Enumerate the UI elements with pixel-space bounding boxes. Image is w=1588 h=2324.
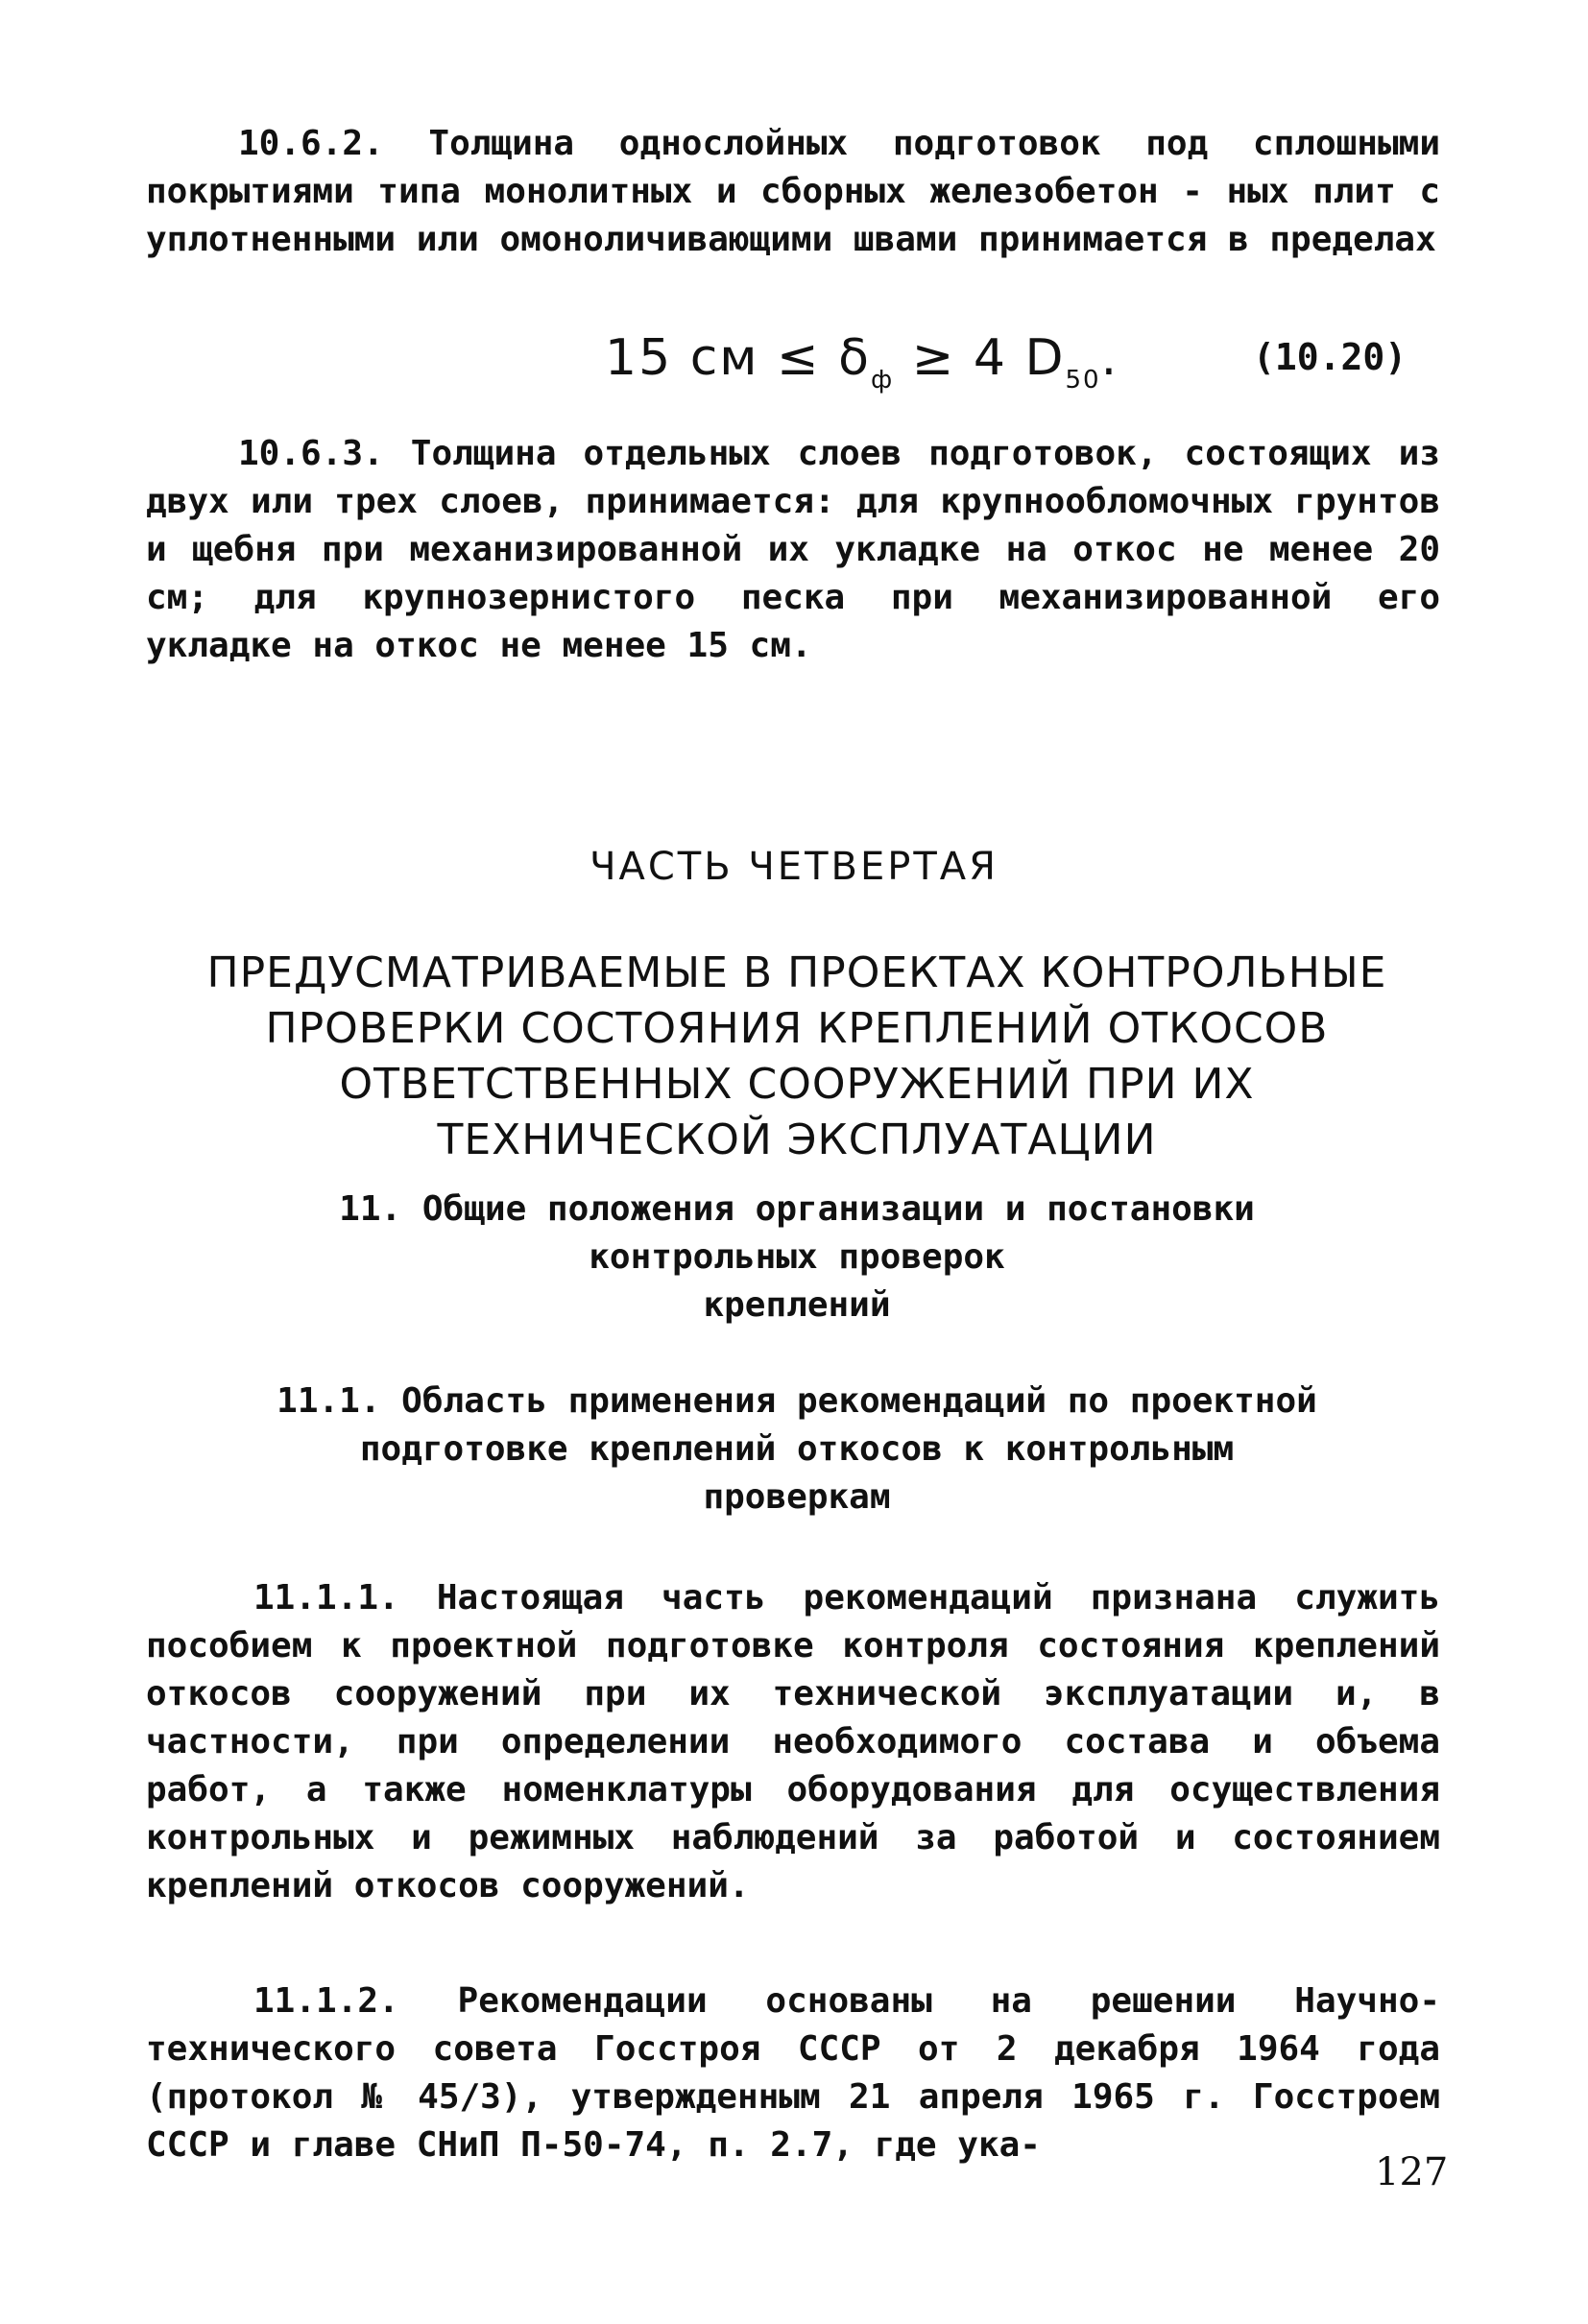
paragraph-text: Толщина отдельных слоев подготовок, состоящих из двух или трех слоев, принимается: для крупнообломочных грунтов и щебня при механизированной их укладке на откос не менее 20 см; для крупнозернистого песка при механизированной его укладке на откос не менее 15 см. bbox=[146, 434, 1440, 665]
paragraph-number: 11.1.1. bbox=[253, 1578, 399, 1617]
section-heading-line: подготовке креплений откосов к контрольным bbox=[359, 1429, 1235, 1469]
formula-part: 15 см ≤ δ bbox=[605, 329, 871, 387]
section-heading-line: креплений bbox=[703, 1285, 891, 1325]
section-heading-line: 11. Общие положения организации и постановки bbox=[339, 1189, 1255, 1229]
paragraph-text: Рекомендации основаны на решении Научно-технического совета Госстроя СССР от 2 декабря 1964 года (протокол № 45/3), утвержденным 21 апреля 1965 г. Госстроем СССР и главе СНиП П-50-74, п. 2.7, где ука- bbox=[146, 1981, 1440, 2165]
formula-part: . bbox=[1100, 329, 1119, 387]
section-11-heading bbox=[144, 1186, 1450, 1330]
paragraph-number: 10.6.2. bbox=[238, 124, 384, 163]
formula-part: ≥ 4 D bbox=[894, 329, 1066, 387]
equation-number: (10.20) bbox=[1253, 336, 1408, 378]
paragraph-number: 10.6.3. bbox=[238, 434, 384, 473]
part-title: ЧАСТЬ ЧЕТВЕРТАЯ bbox=[589, 845, 999, 889]
paragraph-10-6-2 bbox=[146, 120, 1440, 264]
page-number: 127 bbox=[1375, 2150, 1449, 2194]
part-heading-line: ТЕХНИЧЕСКОЙ ЭКСПЛУАТАЦИИ bbox=[437, 1115, 1157, 1164]
part-heading bbox=[125, 946, 1469, 1168]
part-heading-line: ПРОВЕРКИ СОСТОЯНИЯ КРЕПЛЕНИЙ ОТКОСОВ bbox=[265, 1004, 1329, 1053]
paragraph-11-1-2 bbox=[146, 1977, 1440, 2169]
section-heading-line: контрольных проверок bbox=[589, 1237, 1005, 1277]
section-heading-line: 11.1. Область применения рекомендаций по проектной bbox=[277, 1381, 1317, 1421]
paragraph-11-1-1 bbox=[146, 1574, 1440, 1910]
paragraph-text: Настоящая часть рекомендаций признана служить пособием к проектной подготовке контроля состояния креплений откосов сооружений при их технической эксплуатации и, в частности, при определении необходимого состава и объема работ, а также номенклатуры оборудования для осуществления контрольных и режимных наблюдений за работой и состоянием креплений откосов сооружений. bbox=[146, 1578, 1440, 1905]
section-heading-line: проверкам bbox=[703, 1477, 891, 1517]
paragraph-number: 11.1.2. bbox=[253, 1981, 399, 2021]
formula-10-20 bbox=[605, 324, 1119, 414]
formula-subscript: 50 bbox=[1065, 366, 1101, 395]
part-heading-line: ПРЕДУСМАТРИВАЕМЫЕ В ПРОЕКТАХ КОНТРОЛЬНЫЕ bbox=[206, 948, 1387, 997]
paragraph-10-6-3 bbox=[146, 430, 1440, 670]
formula-subscript: ф bbox=[870, 366, 895, 395]
part-heading-line: ОТВЕТСТВЕННЫХ СООРУЖЕНИЙ ПРИ ИХ bbox=[339, 1060, 1255, 1109]
section-11-1-heading bbox=[144, 1378, 1450, 1521]
paragraph-text: Толщина однослойных подготовок под сплошными покрытиями типа монолитных и сборных железобетон - ных плит с уплотненными или омоноличивающими швами принимается в пределах bbox=[146, 124, 1440, 259]
